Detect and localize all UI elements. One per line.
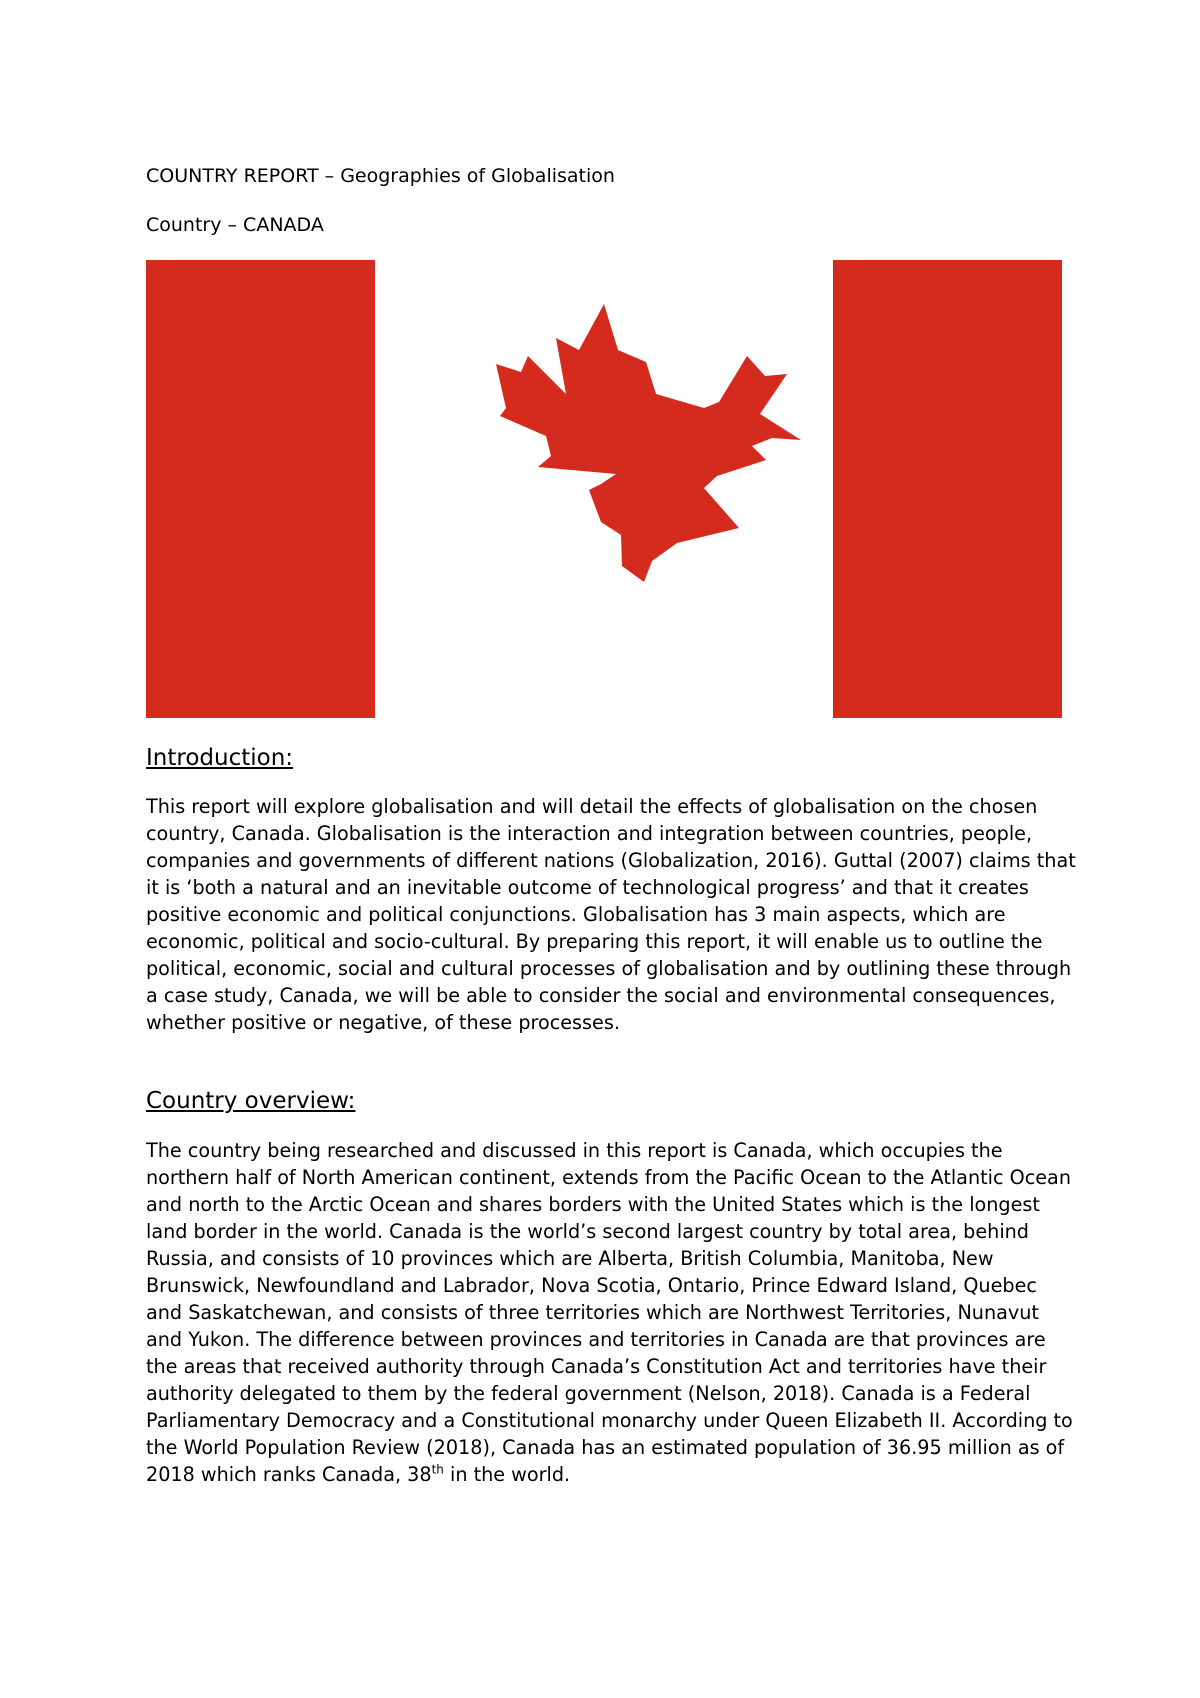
- overview-paragraph-end: in the world.: [443, 1463, 571, 1486]
- introduction-heading: Introduction:: [146, 745, 294, 771]
- flag-right-band: [833, 260, 1062, 718]
- overview-paragraph-main: The country being researched and discussed in this report is Canada, which occupies the northern half of North American continent, extends from the Pacific Ocean to the Atlantic Ocean and north to the Arctic Ocean and shares borders with the United States which is the longest land border in the world. Canada is the world’s second largest country by total area, behind Russia, and consists of 10 provinces which are Alberta, British Columbia, Manitoba, New Brunswick, Newfoundland and Labrador, Nova Scotia, Ontario, Prince Edward Island, Quebec and Saskatchewan, and consists of three territories which are Northwest Territories, Nunavut and Yukon. The difference between provinces and territories in Canada are that provinces are the areas that received authority through Canada’s Constitution Act and territories have their authority delegated to them by the federal government (Nelson, 2018). Canada is a Federal Parliamentary Democracy and a Constitutional monarchy under Queen Elizabeth II. According to the World Population Review (2018), Canada has an estimated population of 36.95 million as of 2018 which ranks Canada, 38: [146, 1139, 1073, 1486]
- country-overview-paragraph: [146, 1137, 1076, 1488]
- country-line: Country – CANADA: [146, 214, 324, 236]
- report-title: COUNTRY REPORT – Geographies of Globalisation: [146, 165, 615, 187]
- flag-left-band: [146, 260, 375, 718]
- introduction-paragraph: This report will explore globalisation and will detail the effects of globalisation on the chosen country, Canada. Globalisation is the interaction and integration between countries, people, companies and governments of different nations (Globalization, 2016). Guttal (2007) claims that it is ‘both a natural and an inevitable outcome of technological progress’ and that it creates positive economic and political conjunctions. Globalisation has 3 main aspects, which are economic, political and socio-cultural. By preparing this report, it will enable us to outline the political, economic, social and cultural processes of globalisation and by outlining these through a case study, Canada, we will be able to consider the social and environmental consequences, whether positive or negative, of these processes.: [146, 795, 1076, 1034]
- country-overview-heading: Country overview:: [146, 1088, 356, 1114]
- rank-ordinal-suffix: th: [431, 1462, 444, 1477]
- canada-flag-image: [146, 260, 1062, 718]
